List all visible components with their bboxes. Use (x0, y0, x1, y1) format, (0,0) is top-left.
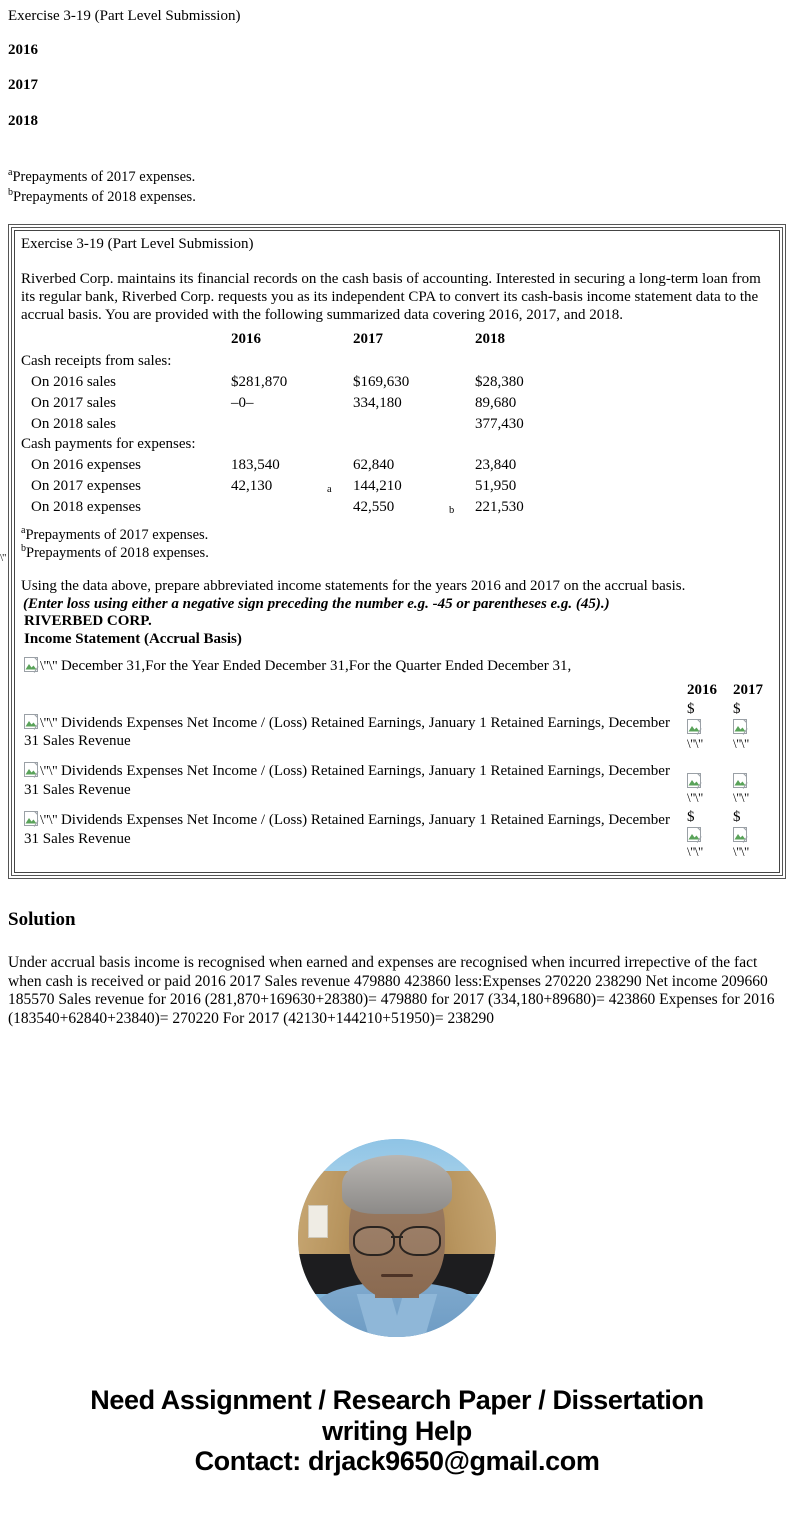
period-header-text: December 31,For the Year Ended December 31,For the Quarter Ended December 31, (57, 657, 572, 674)
broken-image-alt-text: \"\" (40, 715, 58, 731)
cell-2016-mark (327, 352, 353, 373)
exercise-intro-paragraph: Riverbed Corp. maintains its financial records on the cash basis of accounting. Interested in securing a long-term loan from its regular bank, Riverbed Corp. requests you as its independent CPA to convert its cash-basis income statement data to the accrual basis. You are provided with the following summarized data covering 2016, 2017, and 2018. (21, 270, 761, 323)
statement-cell (687, 756, 723, 806)
table-row (21, 477, 571, 498)
cell-2018: 23,840 (475, 457, 517, 474)
portrait-glasses-right (399, 1226, 441, 1256)
th-mark-b (449, 330, 475, 352)
cell-2018 (475, 435, 571, 456)
cell-2018: 221,530 (475, 499, 524, 516)
cell-2017: 62,840 (353, 457, 395, 474)
left-margin-artifact: \" (0, 552, 6, 565)
cell-2018 (475, 352, 571, 373)
exercise-footnote-b-text: Prepayments of 2018 expenses. (26, 544, 209, 561)
statement-year-head-2017: 2017 (733, 681, 763, 698)
table-row (21, 456, 571, 477)
statement-row-line-items: Dividends Expenses Net Income / (Loss) Retained Earnings, January 1 Retained Earnings, December 31 Sales Revenue (24, 763, 670, 799)
statement-cell (687, 810, 723, 860)
exercise-title: Exercise 3-19 (Part Level Submission) (21, 236, 254, 253)
solution-heading: Solution (8, 909, 76, 931)
broken-image-icon (24, 762, 40, 778)
statement-cell (687, 702, 723, 752)
footnote-a-marker: a (8, 166, 13, 178)
footnote-a-text: Prepayments of 2017 expenses. (12, 168, 196, 185)
broken-image-icon (733, 719, 769, 737)
income-statement-grid (21, 682, 771, 865)
statement-row (24, 762, 687, 799)
table-header-row (21, 330, 571, 352)
exercise-panel (14, 230, 780, 873)
period-header-line (21, 657, 771, 676)
stub-year-2017: 2017 (8, 77, 38, 94)
frame-border-middle (11, 227, 783, 876)
currency-symbol: $ (733, 809, 741, 826)
cell-2017-mark (449, 435, 475, 456)
row-label: On 2016 sales (31, 373, 116, 390)
broken-image-alt-text: \"\" (687, 790, 703, 806)
broken-image-alt-text: \"\" (733, 790, 749, 806)
table-row (21, 394, 571, 415)
cell-2016: $281,870 (231, 373, 288, 390)
statement-column-2016 (687, 682, 723, 865)
portrait-wall-switch (308, 1205, 328, 1239)
stub-year-2016: 2016 (8, 41, 38, 58)
exercise-instruction-emphasis: (Enter loss using either a negative sign preceding the number e.g. -45 or parentheses e.g. (45).) (23, 595, 610, 612)
broken-image-alt-text: \"\" (687, 736, 703, 752)
frame-border-outer (8, 224, 786, 879)
cell-2017 (353, 352, 449, 373)
cell-2017 (353, 415, 449, 436)
broken-image-icon (733, 827, 769, 845)
broken-image-icon (687, 773, 723, 791)
stub-footnote-a (8, 166, 784, 186)
statement-row (24, 714, 687, 751)
cell-2016-mark (327, 456, 353, 477)
statement-row (24, 811, 687, 848)
cell-2016: –0– (231, 394, 254, 411)
currency-symbol-blank (733, 756, 769, 773)
table-row (21, 352, 571, 373)
cell-2016-mark (327, 435, 353, 456)
broken-image-alt-text: \"\" (40, 764, 58, 780)
cell-2017: 42,550 (353, 499, 395, 516)
exercise-footnote-a (21, 527, 771, 544)
portrait-hair (342, 1155, 453, 1214)
footnote-b-text: Prepayments of 2018 expenses. (13, 189, 196, 206)
cell-2017-mark (449, 394, 475, 415)
row-label: On 2018 sales (31, 415, 116, 432)
stub-title: Exercise 3-19 (Part Level Submission) (8, 8, 241, 24)
statement-cell (733, 756, 769, 806)
portrait-glasses-left (353, 1226, 395, 1256)
cell-2016 (231, 435, 327, 456)
statement-cell (733, 810, 769, 860)
broken-image-alt-text: \"\" (687, 844, 703, 860)
currency-symbol-blank (687, 756, 723, 773)
cell-2017-mark (449, 373, 475, 394)
broken-image-alt-text: \"\" (733, 844, 749, 860)
company-name: RIVERBED CORP. (24, 613, 152, 630)
cell-2018: 377,430 (475, 415, 524, 432)
portrait-glasses-bridge (391, 1236, 403, 1238)
statement-cell (733, 702, 769, 752)
row-label: Cash payments for expenses: (21, 436, 196, 453)
broken-image-icon (687, 719, 723, 737)
stub-footnote-b (8, 189, 784, 206)
table-row (21, 498, 571, 519)
th-mark-a (327, 330, 353, 352)
cell-2016-mark (327, 498, 353, 519)
statement-row-line-items: Dividends Expenses Net Income / (Loss) Retained Earnings, January 1 Retained Earnings, December 31 Sales Revenue (24, 812, 670, 847)
cell-2018: $28,380 (475, 373, 524, 390)
cell-2016-mark (327, 415, 353, 436)
row-label: On 2017 sales (31, 394, 116, 411)
broken-image-icon (733, 773, 769, 791)
th-2016: 2016 (231, 330, 261, 347)
cell-2017 (353, 435, 449, 456)
cell-2018: 51,950 (475, 478, 517, 495)
advert-block (0, 1385, 794, 1476)
exercise-instruction: Using the data above, prepare abbreviated income statements for the years 2016 and 2017 on the accrual basis. (21, 578, 686, 594)
th-2018: 2018 (475, 330, 505, 347)
exercise-frame-wrapper (0, 224, 786, 879)
currency-symbol: $ (733, 701, 741, 718)
broken-image-alt-text: \"\" (40, 658, 58, 674)
statement-header-spacer (24, 682, 687, 702)
statement-name: Income Statement (Accrual Basis) (24, 631, 242, 648)
portrait-container (0, 1139, 794, 1337)
broken-image-icon (687, 827, 723, 845)
table-row (21, 373, 571, 394)
cell-2017: 334,180 (353, 394, 402, 411)
table-row (21, 415, 571, 436)
exercise-footnotes (21, 527, 771, 562)
statement-year-head-2016: 2016 (687, 681, 717, 698)
cell-2017-mark (449, 456, 475, 477)
cell-2017: $169,630 (353, 373, 410, 390)
footnote-b-marker: b (8, 187, 13, 199)
advert-line-1: Need Assignment / Research Paper / Dissertation (90, 1385, 704, 1416)
exercise-footnote-b (21, 542, 771, 562)
cell-2018: 89,680 (475, 394, 517, 411)
broken-image-alt-text: \"\" (733, 736, 749, 752)
table-head (21, 330, 571, 352)
cell-2016 (231, 498, 327, 519)
cell-2017-mark (449, 415, 475, 436)
table-body (21, 352, 571, 520)
row-label: On 2018 expenses (31, 499, 141, 516)
cell-2016-mark: a (327, 484, 332, 496)
cell-2016: 183,540 (231, 457, 280, 474)
cell-2017-mark (449, 477, 475, 498)
statement-column-2017 (733, 682, 769, 865)
broken-image-alt-text: \"\" (40, 813, 58, 829)
exercise-footnote-a-marker: a (21, 525, 26, 537)
row-label: Cash receipts from sales: (21, 352, 172, 369)
statement-year-columns (687, 682, 771, 865)
broken-image-icon (24, 714, 40, 730)
advert-line-3: Contact: drjack9650@gmail.com (194, 1445, 600, 1476)
statement-row-line-items: Dividends Expenses Net Income / (Loss) Retained Earnings, January 1 Retained Earnings, December 31 Sales Revenue (24, 714, 670, 750)
broken-image-icon (24, 657, 40, 673)
cell-2017: 144,210 (353, 478, 402, 495)
portrait-mouth (381, 1274, 413, 1277)
statement-line-items-column (21, 682, 687, 860)
stub-year-2018: 2018 (8, 113, 38, 130)
top-stub-section (0, 0, 794, 206)
solution-body: Under accrual basis income is recognised when earned and expenses are recognised when incurred irrepective of the fact when cash is received or paid 2016 2017 Sales revenue 479880 423860 less:Expenses 270220 238290 Net income 209660 185570 Sales revenue for 2016 (281,870+169630+28380)= 479880 for 2017 (334,180+89680)= 423860 Expenses for 2016 (183540+62840+23840)= 270220 For 2017 (42130+144210+51950)= 238290 (8, 953, 775, 1028)
row-label: On 2017 expenses (31, 478, 141, 495)
cell-2017-mark (449, 352, 475, 373)
cell-2016 (231, 352, 327, 373)
exercise-footnote-b-marker: b (21, 542, 26, 554)
cell-2016 (231, 415, 327, 436)
cash-basis-data-table (21, 330, 571, 519)
broken-image-icon (24, 811, 40, 827)
cell-2016: 42,130 (231, 478, 273, 495)
avatar (298, 1139, 496, 1337)
currency-symbol: $ (687, 809, 695, 826)
cell-2016-mark (327, 394, 353, 415)
th-blank (21, 330, 231, 352)
currency-symbol: $ (687, 701, 695, 718)
advert-line-2: writing Help (322, 1415, 472, 1446)
cell-2017-mark: b (449, 505, 455, 517)
th-2017: 2017 (353, 330, 383, 347)
stub-spacer (8, 149, 784, 169)
row-label: On 2016 expenses (31, 457, 141, 474)
table-row (21, 435, 571, 456)
exercise-footnote-a-text: Prepayments of 2017 expenses. (25, 527, 209, 544)
cell-2016-mark (327, 373, 353, 394)
